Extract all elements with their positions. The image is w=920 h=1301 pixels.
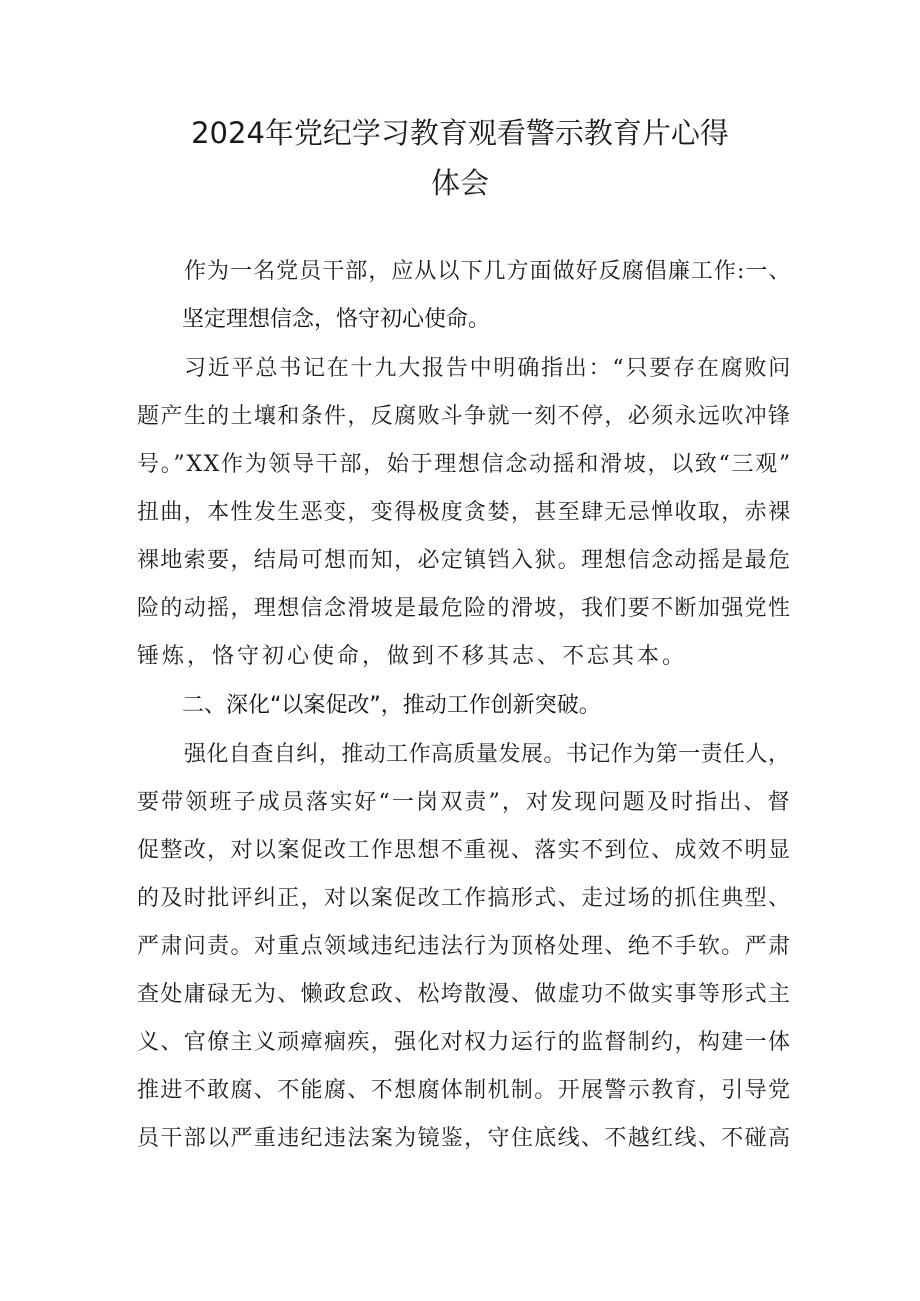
paragraph-2-line: 推进不敢腐、不能腐、不想腐体制机制。开展警示教育，引导党 — [137, 1078, 792, 1103]
paragraph-2-line: 要带领班子成员落实好“一岗双责”，对发现问题及时指出、督 — [137, 790, 792, 815]
paragraph-2-line: 义、官僚主义顽瘴痼疾，强化对权力运行的监督制约，构建一体 — [137, 1030, 792, 1055]
paragraph-1-line: 习近平总书记在十九大报告中明确指出：“只要存在腐败问 — [184, 356, 793, 381]
section-heading-1: 坚定理想信念，恪守初心使命。 — [182, 307, 491, 332]
paragraph-1-line: 裸地索要，结局可想而知，必定镇铛入狱。理想信念动摇是最危 — [137, 548, 792, 573]
paragraph-2-line: 员干部以严重违纪违法案为镜鉴，守住底线、不越红线、不碰高 — [137, 1126, 792, 1151]
document-title — [0, 108, 920, 208]
paragraph-1-line: 锤炼，恪守初心使命，做到不移其志、不忘其本。 — [137, 644, 688, 669]
title-line-2: 体会 — [430, 166, 489, 200]
paragraph-1-line: 险的动摇，理想信念滑坡是最危险的滑坡，我们要不断加强党性 — [137, 596, 792, 621]
intro-paragraph: 作为一名党员干部，应从以下几方面做好反腐倡廉工作:一、 — [184, 259, 792, 284]
section-heading-2: 二、深化“以案促改”，推动工作创新突破。 — [182, 693, 601, 718]
paragraph-2-line: 查处庸碌无为、懒政怠政、松垮散漫、做虚功不做实事等形式主 — [137, 982, 792, 1007]
paragraph-2-line: 强化自查自纠，推动工作高质量发展。书记作为第一责任人， — [184, 742, 791, 767]
paragraph-2-line: 严肃问责。对重点领域违纪违法行为顶格处理、绝不手软。严肃 — [137, 934, 792, 959]
paragraph-2-line: 促整改，对以案促改工作思想不重视、落实不到位、成效不明显 — [137, 838, 792, 863]
title-line-1: 2024年党纪学习教育观看警示教育片心得 — [191, 116, 729, 150]
paragraph-1-line: 扭曲，本性发生恶变，变得极度贪婪，甚至肆无忌惮收取，赤裸 — [137, 500, 792, 525]
paragraph-1-line: 题产生的土壤和条件，反腐败斗争就一刻不停，必须永远吹冲锋 — [137, 404, 792, 429]
paragraph-2-line: 的及时批评纠正，对以案促改工作搞形式、走过场的抓住典型、 — [137, 886, 792, 911]
paragraph-1-line: 号。”XX作为领导干部，始于理想信念动摇和滑坡，以致“三观” — [137, 452, 792, 477]
